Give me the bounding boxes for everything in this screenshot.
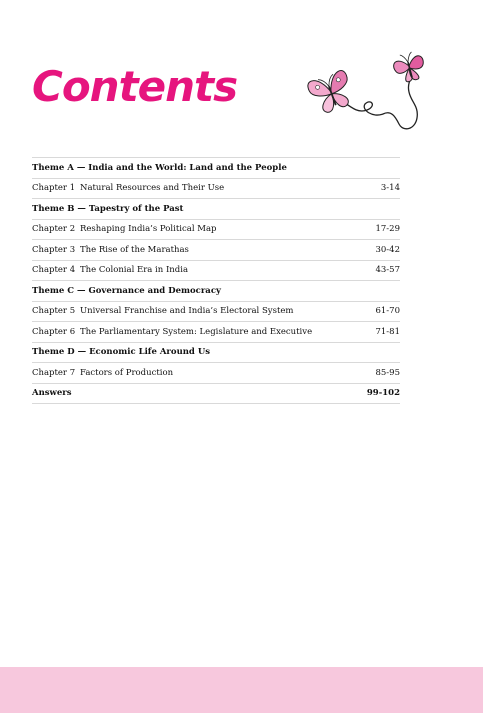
chapter-number: Chapter 3 — [32, 244, 76, 255]
page-range: 43-57 — [375, 265, 400, 276]
chapter-row[interactable] — [32, 322, 400, 343]
chapter-number: Chapter 2 — [32, 224, 76, 235]
chapter-number: Chapter 7 — [32, 367, 76, 378]
page-range: 3-14 — [380, 183, 400, 194]
chapter-title: Reshaping India’s Political Map — [80, 224, 217, 235]
theme-row[interactable] — [32, 281, 400, 302]
footer-band — [0, 667, 483, 713]
chapter-row[interactable] — [32, 261, 400, 282]
theme-row[interactable] — [32, 157, 400, 179]
chapter-title: Natural Resources and Their Use — [80, 183, 225, 194]
answers-row[interactable] — [32, 384, 400, 405]
theme-label: Theme A — India and the World: Land and the People — [32, 162, 287, 173]
chapter-number: Chapter 5 — [32, 306, 76, 317]
butterfly-icon — [391, 50, 427, 85]
chapter-title: The Colonial Era in India — [80, 265, 189, 276]
theme-row[interactable] — [32, 199, 400, 220]
chapter-row[interactable] — [32, 220, 400, 241]
chapter-row[interactable] — [32, 363, 400, 384]
chapter-row[interactable] — [32, 302, 400, 323]
chapter-number: Chapter 6 — [32, 326, 76, 337]
page-range: 85-95 — [375, 367, 400, 378]
theme-label: Theme B — Tapestry of the Past — [32, 203, 184, 214]
chapter-row[interactable] — [32, 179, 400, 200]
page-range: 61-70 — [375, 306, 400, 317]
butterfly-decoration — [305, 44, 430, 136]
answers-label: Answers — [32, 388, 72, 399]
chapter-title: The Parliamentary System: Legislature and Executive — [80, 326, 313, 337]
chapter-number: Chapter 4 — [32, 265, 76, 276]
page-range: 30-42 — [375, 244, 400, 255]
chapter-number: Chapter 1 — [32, 183, 76, 194]
page-title: Contents — [32, 62, 238, 111]
chapter-row[interactable] — [32, 240, 400, 261]
theme-label: Theme D — Economic Life Around Us — [32, 347, 211, 358]
page-range: 99-102 — [366, 388, 400, 399]
page-range: 71-81 — [375, 326, 400, 337]
chapter-title: The Rise of the Marathas — [80, 244, 189, 255]
table-of-contents — [32, 157, 400, 404]
theme-row[interactable] — [32, 343, 400, 364]
theme-label: Theme C — Governance and Democracy — [32, 285, 221, 296]
chapter-title: Universal Franchise and India’s Electoral System — [80, 306, 294, 317]
page-range: 17-29 — [375, 224, 400, 235]
chapter-title: Factors of Production — [80, 367, 174, 378]
butterfly-icon — [306, 69, 356, 116]
